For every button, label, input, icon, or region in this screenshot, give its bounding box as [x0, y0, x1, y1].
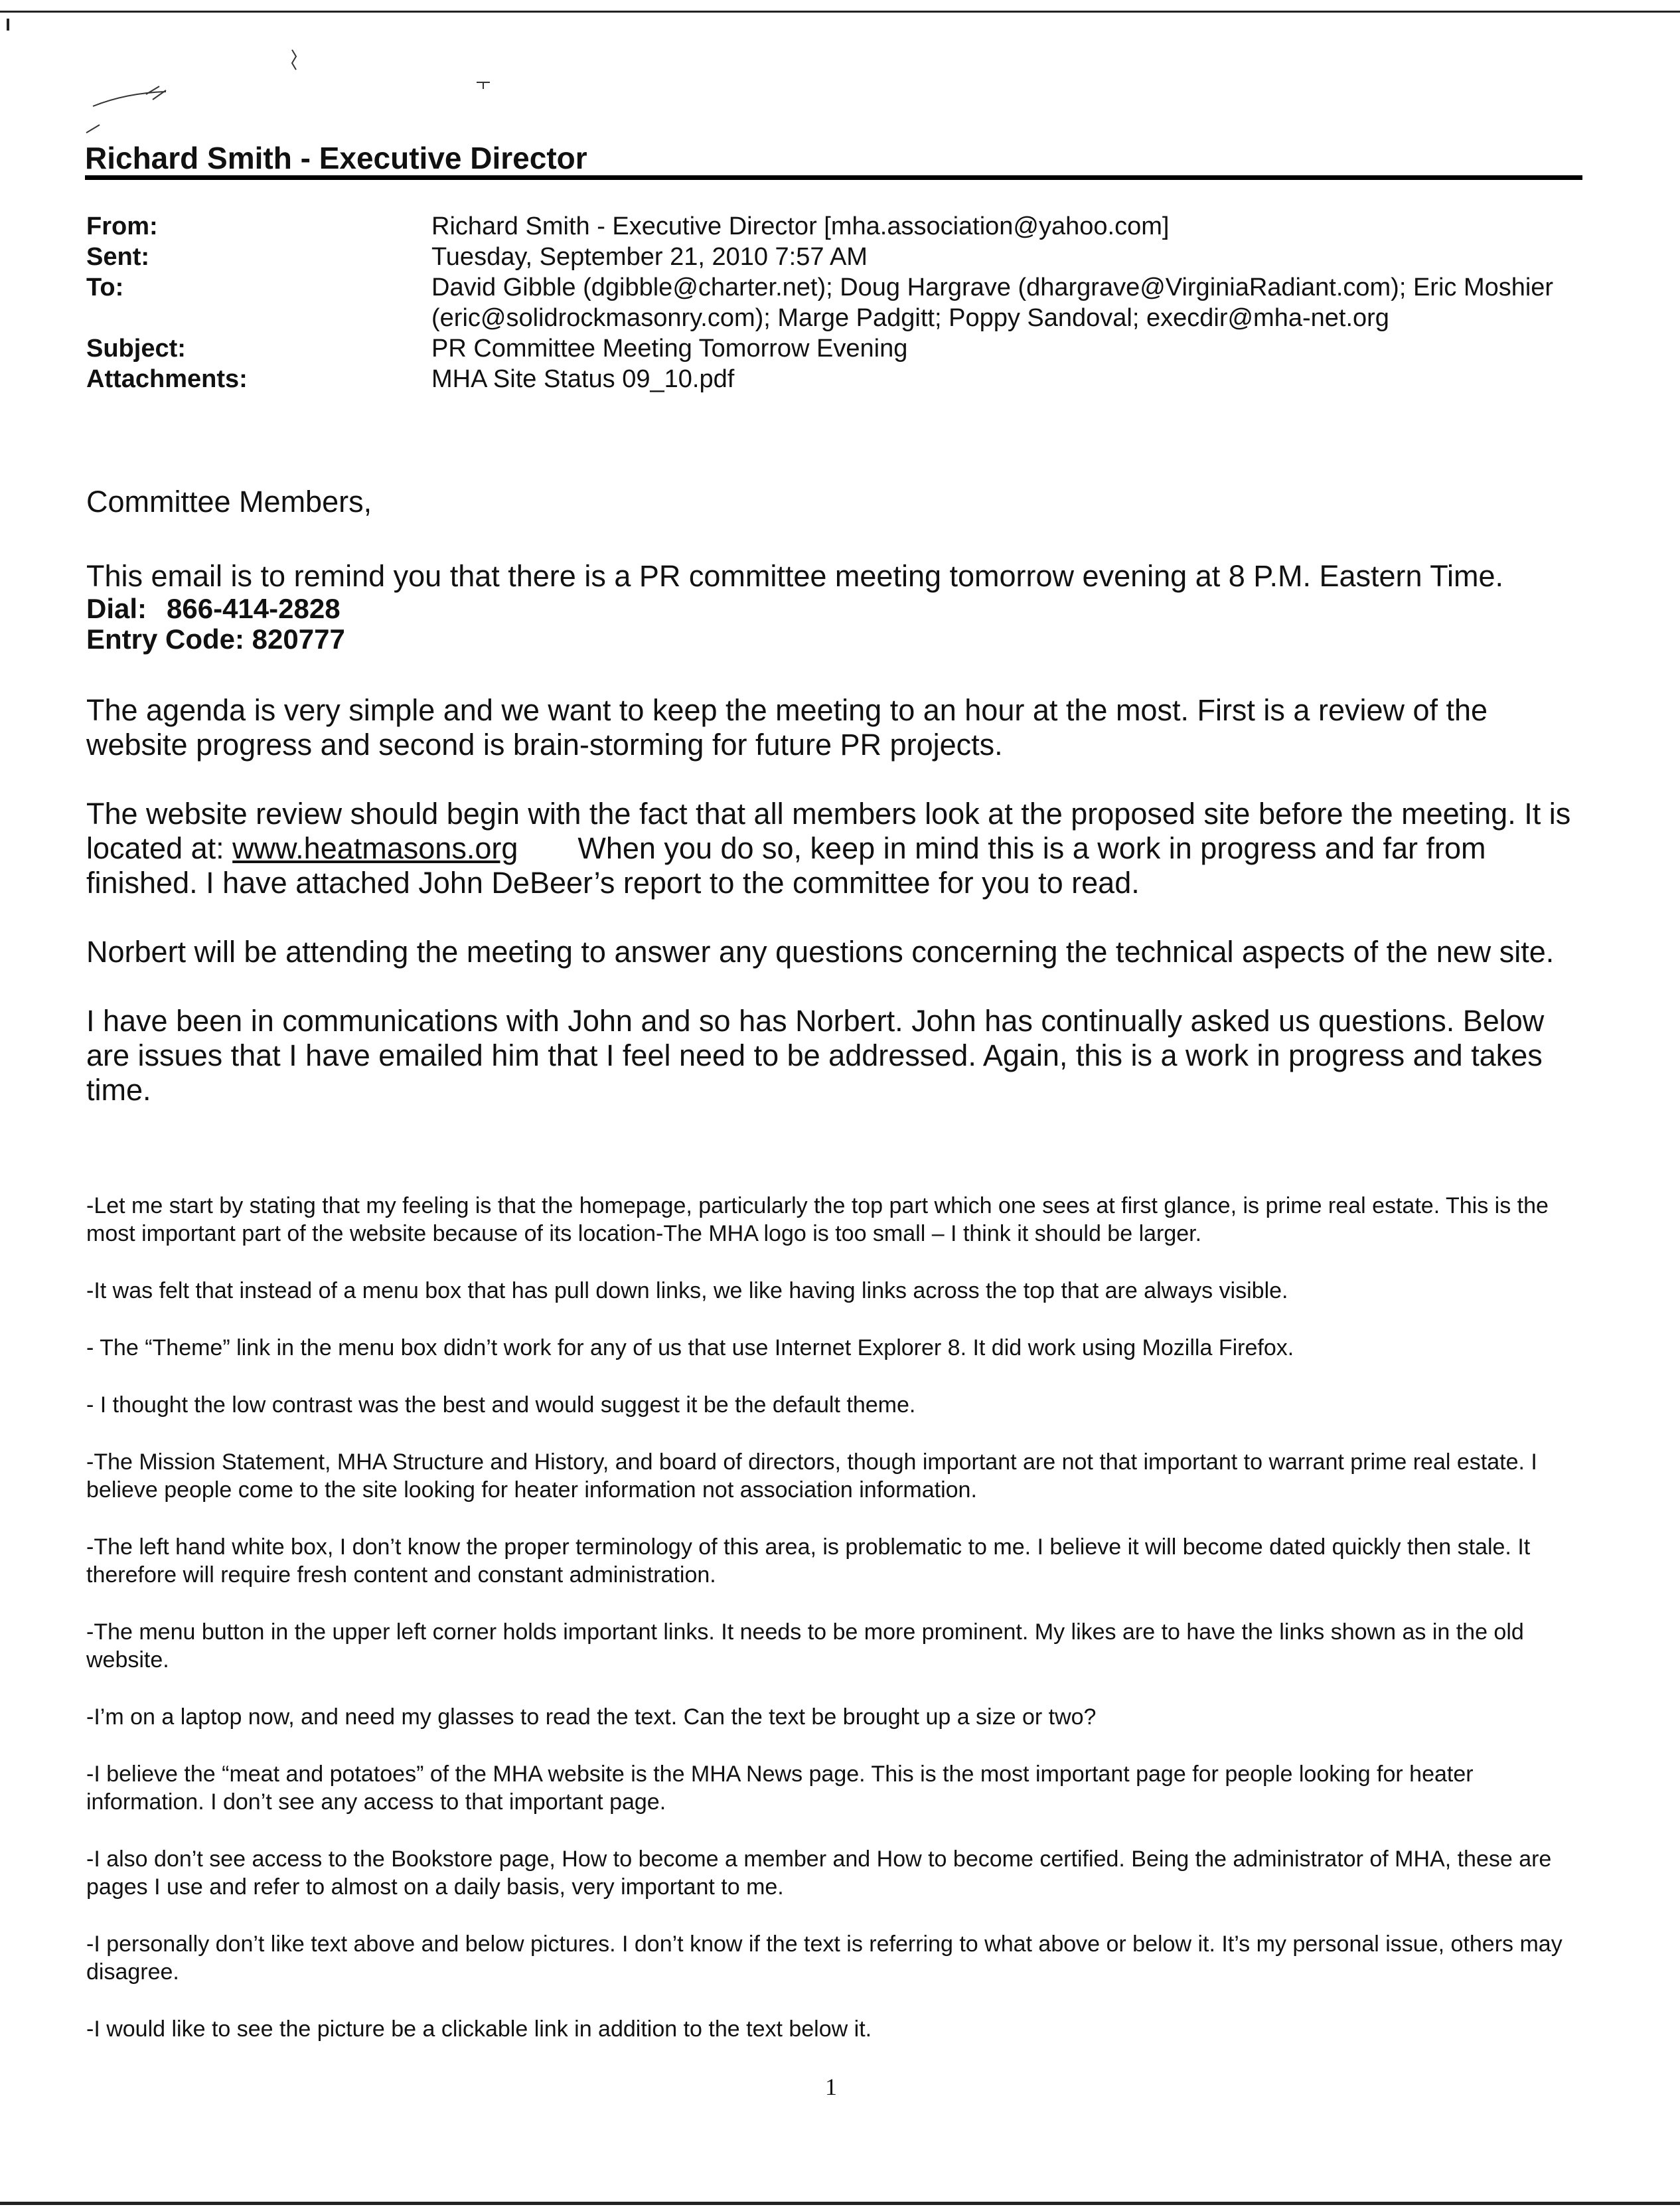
attachments-row	[86, 364, 1586, 394]
issue-item: - The “Theme” link in the menu box didn’t work for any of us that use Internet Explorer 8. It did work using Mozilla Firefox.	[86, 1335, 1294, 1360]
issue-item: -The Mission Statement, MHA Structure and History, and board of directors, though important are not that important to warrant prime real estate. I believe people come to the site looking for heater information not association information.	[86, 1449, 1537, 1503]
sent-label: Sent:	[86, 243, 149, 271]
subject-value: PR Committee Meeting Tomorrow Evening	[431, 335, 908, 363]
norbert-paragraph: Norbert will be attending the meeting to answer any questions concerning the technical aspects of the new site.	[86, 935, 1555, 969]
email-body	[86, 485, 1586, 1142]
to-value: David Gibble (dgibble@charter.net); Doug Hargrave (dhargrave@VirginiaRadiant.com); Eric Moshier (eric@solidrockmasonry.com); Marge Padgitt; Poppy Sandoval; execdir@mha-net.org	[431, 274, 1554, 332]
communications-paragraph: I have been in communications with John and so has Norbert. John has continually asked us questions. Below are issues that I have emailed him that I feel need to be addressed. Again, this is a work in progress and takes time.	[86, 1004, 1545, 1107]
issue-item: -I personally don’t like text above and below pictures. I don’t know if the text is referring to what above or below it. It’s my personal issue, others may disagree.	[86, 1931, 1563, 1985]
scan-bottom-rule	[0, 2202, 1680, 2205]
dial-label: Dial:	[86, 593, 147, 624]
attachment-filename[interactable]: MHA Site Status 09_10.pdf	[431, 365, 735, 393]
sent-value: Tuesday, September 21, 2010 7:57 AM	[431, 243, 868, 271]
issue-item: -I would like to see the picture be a clickable link in addition to the text below it.	[86, 2016, 872, 2042]
from-value: Richard Smith - Executive Director [mha.association@yahoo.com]	[431, 212, 1170, 240]
issue-item: -I’m on a laptop now, and need my glasses to read the text. Can the text be brought up a size or two?	[86, 1704, 1097, 1730]
to-label: To:	[86, 274, 124, 301]
scan-edge-mark	[7, 19, 9, 31]
website-review-text: The website review should begin with the fact that all members look at the proposed site before the meeting. It is located at:	[86, 797, 1571, 865]
dial-line	[86, 594, 1586, 624]
subject-row	[86, 333, 1586, 364]
issues-list	[86, 1192, 1586, 2072]
to-row	[86, 272, 1586, 333]
header-rule	[85, 175, 1582, 180]
website-link[interactable]: www.heatmasons.org	[232, 831, 518, 865]
issue-item: -It was felt that instead of a menu box that has pull down links, we like having links across the top that are always visible.	[86, 1278, 1288, 1303]
issue-item: -Let me start by stating that my feeling is that the homepage, particularly the top part which one sees at first glance, is prime real estate. This is the most important part of the website because of its location-The MHA logo is too small – I think it should be larger.	[86, 1193, 1549, 1246]
page-number: 1	[825, 2074, 837, 2100]
scan-artifact-marks	[73, 40, 538, 139]
subject-label: Subject:	[86, 335, 186, 363]
dial-number: 866-414-2828	[167, 593, 341, 624]
issue-item: -The left hand white box, I don’t know the proper terminology of this area, is problematic to me. I believe it will become dated quickly then stale. It therefore will require fresh content and constant administration.	[86, 1534, 1531, 1588]
from-row	[86, 211, 1586, 242]
website-review-text-end: When you do so, keep in mind this is a work in progress and far from finished. I have attached John DeBeer’s report to the committee for you to read.	[86, 831, 1486, 900]
website-review-paragraph	[86, 797, 1586, 900]
issue-item: -I believe the “meat and potatoes” of the MHA website is the MHA News page. This is the most important page for people looking for heater information. I don’t see any access to that important page.	[86, 1761, 1474, 1815]
attachments-label: Attachments:	[86, 365, 248, 393]
issue-item: -The menu button in the upper left corner holds important links. It needs to be more prominent. My likes are to have the links shown as in the old website.	[86, 1619, 1524, 1673]
scan-top-rule	[0, 11, 1680, 13]
greeting: Committee Members,	[86, 485, 372, 519]
issue-item: -I also don’t see access to the Bookstore page, How to become a member and How to become certified. Being the administrator of MHA, these are pages I use and refer to almost on a daily basis, very important to me.	[86, 1846, 1552, 1900]
from-label: From:	[86, 212, 158, 240]
agenda-paragraph: The agenda is very simple and we want to keep the meeting to an hour at the most. First is a review of the website progress and second is brain-storming for future PR projects.	[86, 693, 1488, 762]
entry-code: Entry Code: 820777	[86, 623, 345, 655]
sent-row	[86, 242, 1586, 272]
issue-item: - I thought the low contrast was the best and would suggest it be the default theme.	[86, 1392, 916, 1418]
dial-in-block	[86, 594, 1586, 655]
email-metadata	[86, 211, 1586, 394]
reminder-paragraph: This email is to remind you that there is a PR committee meeting tomorrow evening at 8 P.M. Eastern Time.	[86, 559, 1504, 593]
email-header-title: Richard Smith - Executive Director	[85, 141, 587, 175]
